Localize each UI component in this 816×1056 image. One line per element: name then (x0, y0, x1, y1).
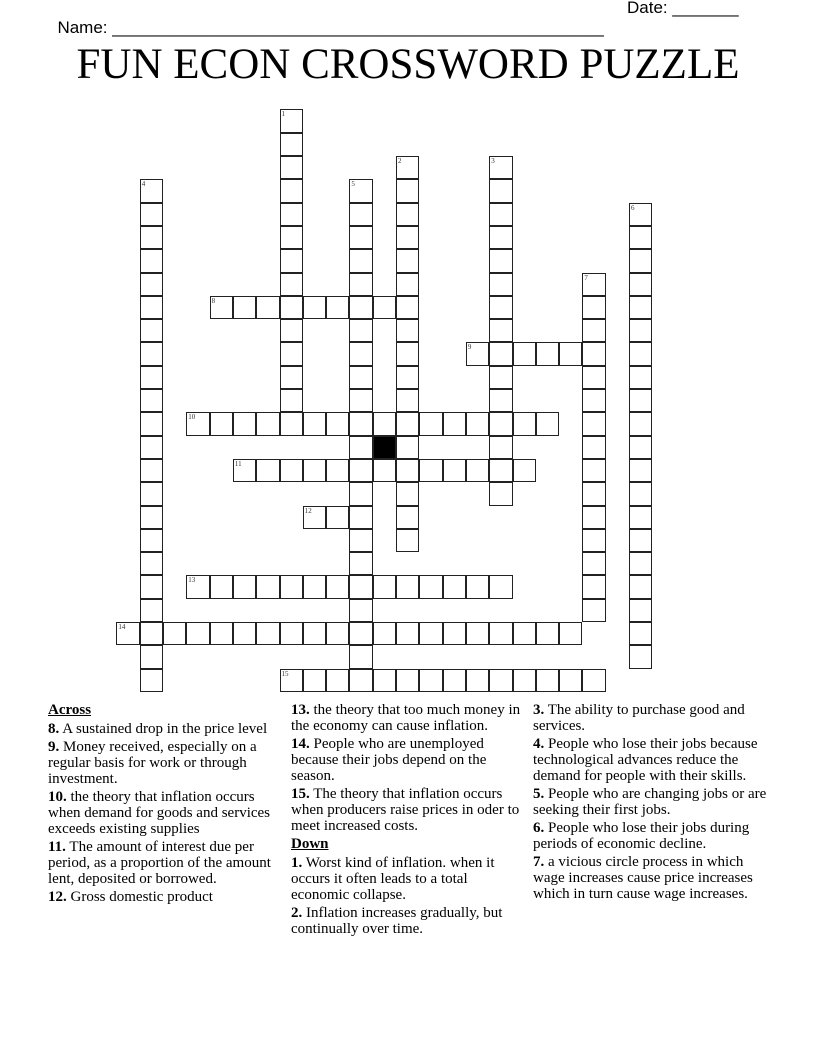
grid-cell[interactable] (629, 436, 652, 459)
clue-number: 10 (188, 413, 196, 422)
clue-across-8: 8. A sustained drop in the price level (48, 721, 268, 737)
grid-cell[interactable] (280, 389, 303, 412)
clue-number: 13 (188, 576, 196, 585)
grid-cell[interactable] (186, 622, 209, 645)
grid-cell[interactable] (396, 156, 419, 179)
grid-cell[interactable] (280, 273, 303, 296)
grid-cell[interactable] (256, 296, 279, 319)
grid-cell[interactable] (582, 552, 605, 575)
grid-cell[interactable] (140, 669, 163, 692)
grid-cell[interactable] (256, 575, 279, 598)
grid-cell[interactable] (326, 669, 349, 692)
clue-number: 11 (234, 459, 242, 468)
grid-cell[interactable] (513, 412, 536, 435)
grid-cell[interactable] (140, 366, 163, 389)
grid-cell[interactable] (629, 575, 652, 598)
grid-cell[interactable] (303, 412, 326, 435)
grid-cell[interactable] (489, 296, 512, 319)
grid-cell[interactable] (629, 296, 652, 319)
grid-cell[interactable] (582, 482, 605, 505)
grid-cell[interactable] (396, 575, 419, 598)
grid-cell[interactable] (466, 459, 489, 482)
grid-cell[interactable] (489, 436, 512, 459)
grid-cell[interactable] (349, 389, 372, 412)
grid-cell[interactable] (233, 575, 256, 598)
grid-cell[interactable] (466, 575, 489, 598)
grid-cell[interactable] (396, 366, 419, 389)
grid-cell[interactable] (349, 622, 372, 645)
grid-cell[interactable] (349, 249, 372, 272)
grid-cell[interactable] (582, 412, 605, 435)
grid-cell[interactable] (140, 482, 163, 505)
clue-across-12: 12. Gross domestic product (48, 889, 213, 905)
grid-cell[interactable] (280, 669, 303, 692)
grid-cell[interactable] (396, 529, 419, 552)
page-title: FUN ECON CROSSWORD PUZZLE (76, 41, 740, 88)
grid-cell[interactable] (280, 575, 303, 598)
grid-cell[interactable] (140, 506, 163, 529)
clue-across-15: 15. The theory that inflation occurs when producers raise prices in oder to meet increased costs. (291, 786, 520, 834)
grid-cell[interactable] (419, 575, 442, 598)
grid-cell[interactable] (582, 296, 605, 319)
grid-cell[interactable] (419, 669, 442, 692)
grid-cell[interactable] (233, 622, 256, 645)
grid-cell[interactable] (396, 319, 419, 342)
grid-cell[interactable] (140, 319, 163, 342)
grid-cell[interactable] (629, 645, 652, 668)
grid-cell[interactable] (629, 482, 652, 505)
grid-cell[interactable] (326, 296, 349, 319)
grid-cell[interactable] (536, 342, 559, 365)
grid-cell[interactable] (419, 459, 442, 482)
grid-cell[interactable] (489, 366, 512, 389)
grid-cell[interactable] (396, 669, 419, 692)
clue-down-2: 2. Inflation increases gradually, but continually over time. (291, 905, 503, 937)
clues-column-2 (291, 702, 526, 939)
grid-cell[interactable] (280, 203, 303, 226)
grid-cell[interactable] (210, 296, 233, 319)
grid-cell[interactable] (163, 622, 186, 645)
grid-cell[interactable] (349, 319, 372, 342)
clue-number: 3 (491, 157, 495, 165)
grid-cell[interactable] (140, 203, 163, 226)
grid-cell[interactable] (489, 389, 512, 412)
grid-cell[interactable] (629, 552, 652, 575)
grid-cell[interactable] (210, 412, 233, 435)
grid-cell[interactable] (396, 389, 419, 412)
grid-cell[interactable] (582, 529, 605, 552)
grid-cell[interactable] (140, 249, 163, 272)
grid-cell[interactable] (466, 669, 489, 692)
grid-cell[interactable] (629, 599, 652, 622)
grid-cell[interactable] (349, 552, 372, 575)
clue-down-5: 5. People who are changing jobs or are seeking their first jobs. (533, 786, 767, 818)
grid-cell[interactable] (466, 342, 489, 365)
grid-cell[interactable] (256, 622, 279, 645)
clue-across-9: 9. Money received, especially on a regular basis for work or through investment. (48, 739, 257, 787)
grid-cell[interactable] (326, 622, 349, 645)
grid-cell[interactable] (489, 319, 512, 342)
grid-cell[interactable] (280, 412, 303, 435)
grid-cell[interactable] (559, 342, 582, 365)
clues-column-3 (533, 702, 768, 904)
grid-cell[interactable] (373, 459, 396, 482)
clue-number: 9 (467, 343, 472, 352)
grid-cell[interactable] (116, 622, 139, 645)
clue-across-13: 13. the theory that too much money in the economy can cause inflation. (291, 702, 521, 734)
grid-cell[interactable] (140, 389, 163, 412)
grid-cell[interactable] (349, 575, 372, 598)
grid-cell[interactable] (559, 669, 582, 692)
grid-cell[interactable] (373, 622, 396, 645)
grid-cell[interactable] (373, 296, 396, 319)
grid-cell[interactable] (396, 482, 419, 505)
grid-cell[interactable] (326, 412, 349, 435)
grid-cell[interactable] (629, 342, 652, 365)
grid-cell[interactable] (489, 575, 512, 598)
grid-cell[interactable] (396, 296, 419, 319)
grid-cell[interactable] (280, 156, 303, 179)
grid-cell[interactable] (489, 273, 512, 296)
grid-cell[interactable] (466, 412, 489, 435)
grid-cell[interactable] (489, 226, 512, 249)
grid-cell[interactable] (186, 412, 209, 435)
grid-cell[interactable] (256, 459, 279, 482)
grid-cell[interactable] (396, 249, 419, 272)
grid-cell[interactable] (582, 319, 605, 342)
grid-cell[interactable] (233, 412, 256, 435)
clue-down-1: 1. Worst kind of inflation. when it occurs it often leads to a total economic collapse. (291, 855, 495, 903)
clue-across-10: 10. the theory that inflation occurs when demand for goods and services exceeds existing supplies (48, 789, 271, 837)
grid-cell[interactable] (303, 459, 326, 482)
grid-cell[interactable] (396, 412, 419, 435)
grid-cell[interactable] (582, 273, 605, 296)
grid-cell[interactable] (303, 506, 326, 529)
grid-cell[interactable] (396, 179, 419, 202)
grid-cell[interactable] (396, 226, 419, 249)
grid-cell[interactable] (349, 482, 372, 505)
grid-cell[interactable] (373, 575, 396, 598)
grid-cell[interactable] (373, 669, 396, 692)
clues-column-1 (48, 702, 283, 907)
name-field[interactable]: Name: ____________________________________________________ (57, 18, 604, 37)
grid-cell[interactable] (582, 599, 605, 622)
grid-cell[interactable] (280, 296, 303, 319)
clue-down-4: 4. People who lose their jobs because technological advances reduce the demand for people with their skills. (533, 736, 758, 784)
grid-cell[interactable] (326, 575, 349, 598)
grid-cell[interactable] (419, 622, 442, 645)
grid-cell[interactable] (536, 412, 559, 435)
grid-cell[interactable] (140, 296, 163, 319)
clue-number: 12 (304, 506, 312, 515)
grid-cell[interactable] (303, 575, 326, 598)
grid-cell[interactable] (443, 412, 466, 435)
grid-cell[interactable] (140, 412, 163, 435)
grid-cell[interactable] (210, 575, 233, 598)
date-field[interactable]: Date: _______ (627, 0, 739, 17)
grid-cell[interactable] (396, 436, 419, 459)
grid-cell[interactable] (443, 622, 466, 645)
grid-cell[interactable] (582, 506, 605, 529)
grid-cell[interactable] (280, 179, 303, 202)
grid-cell[interactable] (629, 459, 652, 482)
grid-cell[interactable] (280, 342, 303, 365)
grid-cell[interactable] (419, 412, 442, 435)
black-cell (373, 436, 396, 459)
grid-cell[interactable] (140, 226, 163, 249)
grid-cell[interactable] (536, 669, 559, 692)
grid-cell[interactable] (210, 622, 233, 645)
grid-cell[interactable] (489, 459, 512, 482)
grid-cell[interactable] (280, 133, 303, 156)
grid-cell[interactable] (280, 366, 303, 389)
down-heading: Down (291, 836, 329, 852)
grid-cell[interactable] (396, 622, 419, 645)
grid-cell[interactable] (349, 342, 372, 365)
clue-number: 5 (351, 180, 355, 189)
grid-cell[interactable] (536, 622, 559, 645)
grid-cell[interactable] (489, 203, 512, 226)
clue-down-7: 7. a vicious circle process in which wage increases cause price increases which in turn cause wage increases. (533, 854, 753, 902)
grid-cell[interactable] (489, 669, 512, 692)
grid-cell[interactable] (489, 622, 512, 645)
grid-cell[interactable] (303, 669, 326, 692)
grid-cell[interactable] (396, 506, 419, 529)
grid-cell[interactable] (629, 249, 652, 272)
grid-cell[interactable] (489, 482, 512, 505)
grid-cell[interactable] (629, 622, 652, 645)
grid-cell[interactable] (582, 366, 605, 389)
grid-cell[interactable] (349, 296, 372, 319)
grid-cell[interactable] (629, 203, 652, 226)
grid-cell[interactable] (349, 645, 372, 668)
grid-cell[interactable] (140, 436, 163, 459)
grid-cell[interactable] (582, 459, 605, 482)
grid-cell[interactable] (396, 342, 419, 365)
grid-cell[interactable] (233, 459, 256, 482)
grid-cell[interactable] (489, 156, 512, 179)
grid-cell[interactable] (280, 109, 303, 132)
grid-cell[interactable] (466, 622, 489, 645)
clue-number: 6 (631, 203, 635, 212)
clue-number: 2 (398, 157, 402, 165)
grid-cell[interactable] (629, 273, 652, 296)
grid-cell[interactable] (629, 412, 652, 435)
grid-cell[interactable] (303, 622, 326, 645)
grid-cell[interactable] (140, 179, 163, 202)
grid-cell[interactable] (326, 506, 349, 529)
grid-cell[interactable] (513, 622, 536, 645)
grid-cell[interactable] (326, 459, 349, 482)
grid-cell[interactable] (140, 599, 163, 622)
grid-cell[interactable] (629, 506, 652, 529)
grid-cell[interactable] (443, 669, 466, 692)
clue-number: 14 (118, 623, 126, 631)
grid-cell[interactable] (280, 249, 303, 272)
grid-cell[interactable] (280, 459, 303, 482)
grid-cell[interactable] (349, 203, 372, 226)
grid-cell[interactable] (349, 669, 372, 692)
grid-cell[interactable] (280, 319, 303, 342)
grid-cell[interactable] (396, 273, 419, 296)
grid-cell[interactable] (140, 529, 163, 552)
grid-cell[interactable] (582, 575, 605, 598)
grid-cell[interactable] (443, 575, 466, 598)
grid-cell[interactable] (349, 599, 372, 622)
grid-cell[interactable] (349, 506, 372, 529)
clue-number: 7 (584, 273, 588, 282)
grid-cell[interactable] (280, 226, 303, 249)
grid-cell[interactable] (349, 436, 372, 459)
grid-cell[interactable] (582, 436, 605, 459)
clue-number: 4 (141, 180, 146, 189)
grid-cell[interactable] (582, 669, 605, 692)
clue-across-11: 11. The amount of interest due per period, as a proportion of the amount lent, deposited or borrowed. (48, 839, 271, 887)
grid-cell[interactable] (140, 459, 163, 482)
clue-down-6: 6. People who lose their jobs during periods of economic decline. (533, 820, 750, 852)
grid-cell[interactable] (489, 342, 512, 365)
grid-cell[interactable] (629, 389, 652, 412)
grid-cell[interactable] (349, 412, 372, 435)
grid-cell[interactable] (629, 319, 652, 342)
grid-cell[interactable] (349, 273, 372, 296)
grid-cell[interactable] (233, 296, 256, 319)
grid-cell[interactable] (489, 179, 512, 202)
grid-cell[interactable] (513, 459, 536, 482)
grid-cell[interactable] (140, 575, 163, 598)
grid-cell[interactable] (582, 342, 605, 365)
clue-number: 15 (281, 669, 289, 678)
clue-down-3: 3. The ability to purchase good and services. (533, 702, 745, 734)
grid-cell[interactable] (349, 226, 372, 249)
grid-cell[interactable] (140, 552, 163, 575)
grid-cell[interactable] (349, 366, 372, 389)
grid-cell[interactable] (140, 622, 163, 645)
grid-cell[interactable] (629, 226, 652, 249)
grid-cell[interactable] (280, 622, 303, 645)
grid-cell[interactable] (140, 645, 163, 668)
grid-cell[interactable] (140, 342, 163, 365)
grid-cell[interactable] (513, 342, 536, 365)
grid-cell[interactable] (349, 529, 372, 552)
grid-cell[interactable] (513, 669, 536, 692)
grid-cell[interactable] (140, 273, 163, 296)
clue-across-14: 14. People who are unemployed because their jobs depend on the season. (291, 736, 487, 784)
grid-cell[interactable] (489, 249, 512, 272)
grid-cell[interactable] (559, 622, 582, 645)
across-heading: Across (48, 702, 92, 718)
grid-cell[interactable] (489, 412, 512, 435)
clue-number: 1 (281, 110, 285, 119)
grid-cell[interactable] (629, 529, 652, 552)
grid-cell[interactable] (349, 179, 372, 202)
grid-cell[interactable] (443, 459, 466, 482)
grid-cell[interactable] (349, 459, 372, 482)
clue-number: 8 (211, 296, 216, 305)
grid-cell[interactable] (373, 412, 396, 435)
grid-cell[interactable] (396, 203, 419, 226)
grid-cell[interactable] (256, 412, 279, 435)
grid-cell[interactable] (396, 459, 419, 482)
grid-cell[interactable] (629, 366, 652, 389)
grid-cell[interactable] (303, 296, 326, 319)
grid-cell[interactable] (582, 389, 605, 412)
grid-cell[interactable] (186, 575, 209, 598)
